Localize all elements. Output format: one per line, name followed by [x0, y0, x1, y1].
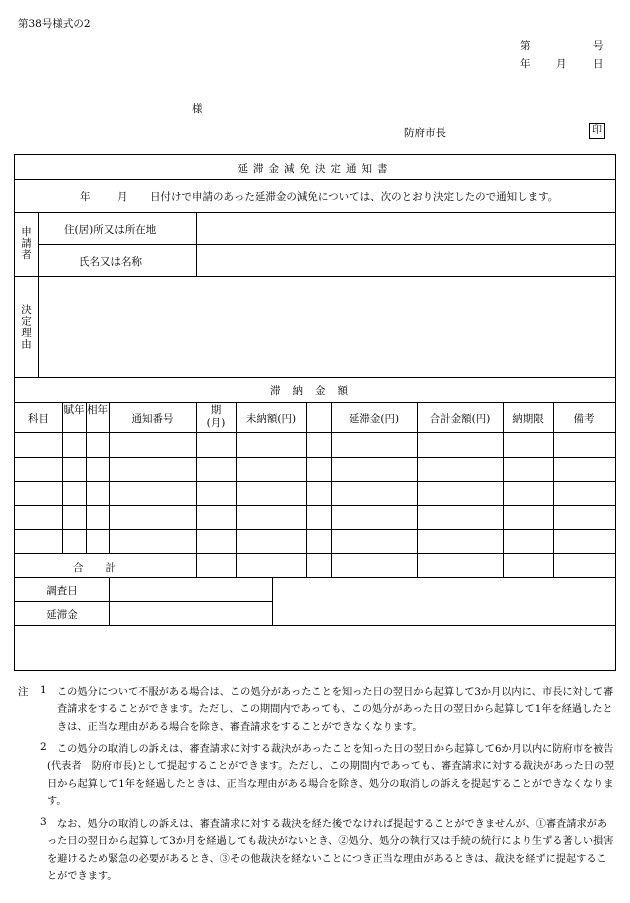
- intro-year: 年: [80, 191, 91, 203]
- col-subject: 科目: [28, 413, 49, 425]
- col-notice-no: 通知番号: [131, 413, 174, 425]
- notes-prefix: 注: [18, 686, 29, 698]
- col-period: 期(月): [206, 404, 226, 429]
- note-text: なお、処分の取消しの訴えは、審査請求に対する裁決を経た後でなければ提起することができませんが、①審査請求があった日の翌日から起算して3か月を経過しても裁決がないとき、②処分、処分の執行又は手続の続行により生ずる著しい損害を避けるため緊急の必要があるとき、③その他裁決を経ないことにつき正当な理由があるときは、裁決を経ずに提起することができます。: [47, 819, 614, 882]
- applicant-label: 申請者: [20, 226, 32, 261]
- divider: [15, 432, 615, 433]
- divider: [331, 402, 332, 577]
- divider: [38, 244, 615, 245]
- divider: [15, 601, 273, 602]
- note-number: 1: [40, 684, 47, 696]
- divider: [38, 212, 39, 377]
- divider: [15, 457, 615, 458]
- divider: [417, 402, 418, 577]
- address-label: 住(居)所又は所在地: [64, 224, 157, 236]
- note-number: 2: [40, 741, 47, 753]
- date-day: 日: [593, 58, 604, 70]
- col-fiscal-year: 相年: [87, 404, 108, 416]
- divider: [15, 402, 615, 403]
- divider: [196, 212, 197, 276]
- divider: [109, 577, 110, 625]
- divider: [236, 402, 237, 577]
- divider: [86, 402, 87, 553]
- note-text: この処分について不服がある場合は、この処分があったことを知った日の翌日から起算して3か月以内に、市長に対して審査請求をすることができます。ただし、この期間内であっても、この処分があった日の翌日から起算して1年を経過したときは、正当な理由がある場合を除き、審査請求をすることができなくなります。: [57, 687, 614, 733]
- divider: [15, 625, 615, 626]
- divider: [503, 402, 504, 577]
- date-year: 年: [520, 58, 531, 70]
- col-tax-year: 賦年: [63, 404, 85, 416]
- survey-date-label: 調査日: [46, 585, 78, 597]
- reason-label: 決定理由: [20, 304, 32, 350]
- issuer: 防府市長: [404, 127, 446, 139]
- total-label: 合計: [73, 562, 138, 574]
- note-text: この処分の取消しの訴えは、審査請求に対する裁決があったことを知った日の翌日から起算して6か月以内に防府市を被告(代表者 防府市長)として提起することができます。ただし、この期間内であっても、審査請求に対する裁決があった日の翌日から起算して1年を経過したときは、正当な理由がある場合を除き、処分の取消しの訴えを提起することができなくなります。: [47, 744, 615, 807]
- doc-number-suffix: 号: [593, 40, 604, 52]
- col-late-fee: 延滞金(円): [348, 413, 400, 425]
- divider: [15, 553, 615, 554]
- divider: [553, 402, 554, 577]
- col-deadline: 納期限: [512, 413, 544, 425]
- divider: [62, 402, 63, 553]
- arrears-title: 滞納金額: [270, 385, 360, 397]
- divider: [15, 212, 615, 213]
- date-month: 月: [556, 58, 567, 70]
- divider: [15, 505, 615, 506]
- divider: [15, 179, 615, 180]
- divider: [15, 481, 615, 482]
- form-number: 第38号様式の2: [18, 18, 91, 30]
- divider: [272, 577, 273, 625]
- divider: [306, 402, 307, 577]
- col-remarks: 備考: [573, 413, 595, 425]
- divider: [15, 276, 615, 277]
- divider: [15, 377, 615, 378]
- divider: [15, 529, 615, 530]
- form-title: 延滞金減免決定通知書: [237, 163, 393, 175]
- name-label: 氏名又は名称: [79, 256, 142, 268]
- addressee-suffix: 様: [192, 103, 203, 115]
- late-fee-label: 延滞金: [46, 609, 78, 621]
- doc-number-prefix: 第: [520, 40, 531, 52]
- col-total: 合計金額(円): [429, 413, 491, 425]
- divider: [15, 577, 615, 578]
- col-unpaid: 未納額(円): [245, 413, 297, 425]
- note-number: 3: [40, 816, 47, 828]
- intro-text: 日付けで申請のあった延滞金の減免については、次のとおり決定したので通知します。: [150, 191, 559, 203]
- seal-mark: 印: [589, 123, 605, 139]
- intro-month: 月: [117, 191, 128, 203]
